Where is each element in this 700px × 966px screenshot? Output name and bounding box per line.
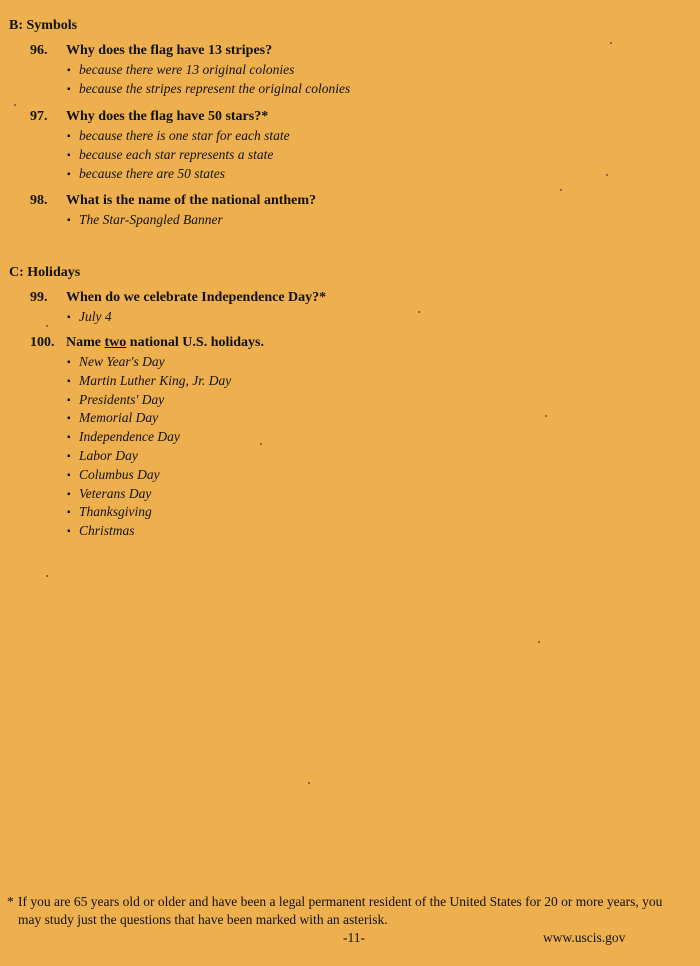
scan-speck	[606, 174, 608, 176]
answer-list	[30, 61, 670, 99]
bullet-icon: ▪	[67, 83, 71, 95]
answer-item	[67, 466, 670, 485]
question-96	[30, 41, 670, 99]
bullet-icon: ▪	[67, 357, 71, 368]
answer-text: because each star represents a state	[79, 146, 274, 162]
scan-speck	[14, 104, 16, 106]
page-number: -11-	[343, 930, 365, 945]
answer-text: New Year's Day	[79, 354, 165, 369]
scan-speck	[260, 443, 262, 445]
scan-speck	[46, 325, 48, 327]
answer-text: because there are 50 states	[79, 165, 225, 181]
asterisk-icon: *	[7, 894, 14, 909]
answer-item	[67, 485, 670, 504]
question-98	[30, 191, 670, 230]
bullet-icon: ▪	[67, 526, 71, 538]
answer-item	[67, 503, 670, 522]
bullet-icon: ▪	[67, 394, 71, 406]
scan-speck	[545, 415, 547, 417]
question-number: 99.	[30, 290, 48, 305]
question-text: What is the name of the national anthem?	[66, 193, 317, 208]
scan-speck	[610, 42, 612, 44]
scan-speck	[46, 575, 48, 577]
bullet-icon: ▪	[67, 469, 71, 481]
bullet-icon: ▪	[67, 507, 71, 519]
question-text	[66, 333, 264, 353]
answer-text: because the stripes represent the original colonies	[79, 80, 351, 96]
question-100	[30, 333, 670, 541]
question-99	[30, 288, 670, 327]
website-url: www.uscis.gov	[543, 930, 626, 945]
answer-text: Memorial Day	[79, 410, 159, 426]
answer-item	[67, 80, 670, 99]
question-number: 100.	[30, 335, 55, 350]
answer-text: because there were 13 original colonies	[79, 62, 295, 77]
question-number: 97.	[30, 109, 48, 124]
bullet-icon: ▪	[67, 131, 71, 142]
scan-speck	[560, 189, 562, 191]
answer-text: because there is one star for each state	[79, 128, 290, 143]
question-text-end: national U.S. holidays.	[129, 335, 264, 350]
answer-text: Independence Day	[79, 429, 180, 445]
answer-item	[67, 447, 670, 466]
answer-text: Veterans Day	[79, 485, 152, 501]
footnote-line-2: may study just the questions that have been marked with an asterisk.	[18, 912, 388, 927]
bullet-icon: ▪	[67, 375, 71, 387]
question-97	[30, 107, 670, 183]
answer-item	[67, 409, 670, 428]
bullet-icon: ▪	[67, 312, 71, 323]
footnote-line-1: If you are 65 years old or older and have been a legal permanent resident of the United States for 20 or more years, you	[18, 894, 663, 909]
question-text: When do we celebrate Independence Day?*	[66, 290, 327, 305]
section-title-symbols: B: Symbols	[9, 18, 78, 33]
bullet-icon: ▪	[67, 168, 71, 180]
answer-item	[67, 391, 670, 410]
question-text: Why does the flag have 13 stripes?	[66, 43, 273, 58]
answer-text: Presidents' Day	[79, 391, 165, 407]
answer-item	[67, 61, 670, 80]
answer-text: July 4	[79, 309, 112, 324]
bullet-icon: ▪	[67, 432, 71, 444]
answer-text: Thanksgiving	[79, 504, 152, 520]
answer-list	[30, 308, 670, 327]
answer-item	[67, 372, 670, 391]
answer-item	[67, 308, 670, 327]
scan-speck	[308, 782, 310, 784]
answer-text: Martin Luther King, Jr. Day	[79, 372, 232, 388]
answer-item	[67, 146, 670, 165]
answer-item	[67, 428, 670, 447]
bullet-icon: ▪	[67, 65, 71, 76]
scan-speck	[538, 641, 540, 643]
bullet-icon: ▪	[67, 215, 71, 226]
question-number: 98.	[30, 193, 48, 208]
answer-item	[67, 353, 670, 372]
answer-list	[30, 127, 670, 183]
bullet-icon: ▪	[67, 488, 71, 500]
answer-item	[67, 127, 670, 146]
question-number: 96.	[30, 43, 48, 58]
scan-speck	[418, 311, 420, 313]
bullet-icon: ▪	[67, 149, 71, 161]
answer-item	[67, 522, 670, 541]
underlined-word: two	[104, 335, 127, 350]
question-text: Why does the flag have 50 stars?*	[66, 109, 269, 124]
question-text-start: Name	[66, 335, 101, 350]
footnote	[7, 893, 693, 929]
answer-item	[67, 165, 670, 184]
bullet-icon: ▪	[67, 450, 71, 462]
answer-text: Columbus Day	[79, 466, 160, 482]
answer-list	[30, 211, 670, 230]
answer-list	[30, 353, 670, 541]
answer-text: Christmas	[79, 523, 135, 539]
answer-text: Labor Day	[79, 447, 138, 463]
answer-text: The Star-Spangled Banner	[79, 212, 223, 227]
bullet-icon: ▪	[67, 413, 71, 425]
section-title-holidays: C: Holidays	[9, 265, 81, 280]
answer-item	[67, 211, 670, 230]
